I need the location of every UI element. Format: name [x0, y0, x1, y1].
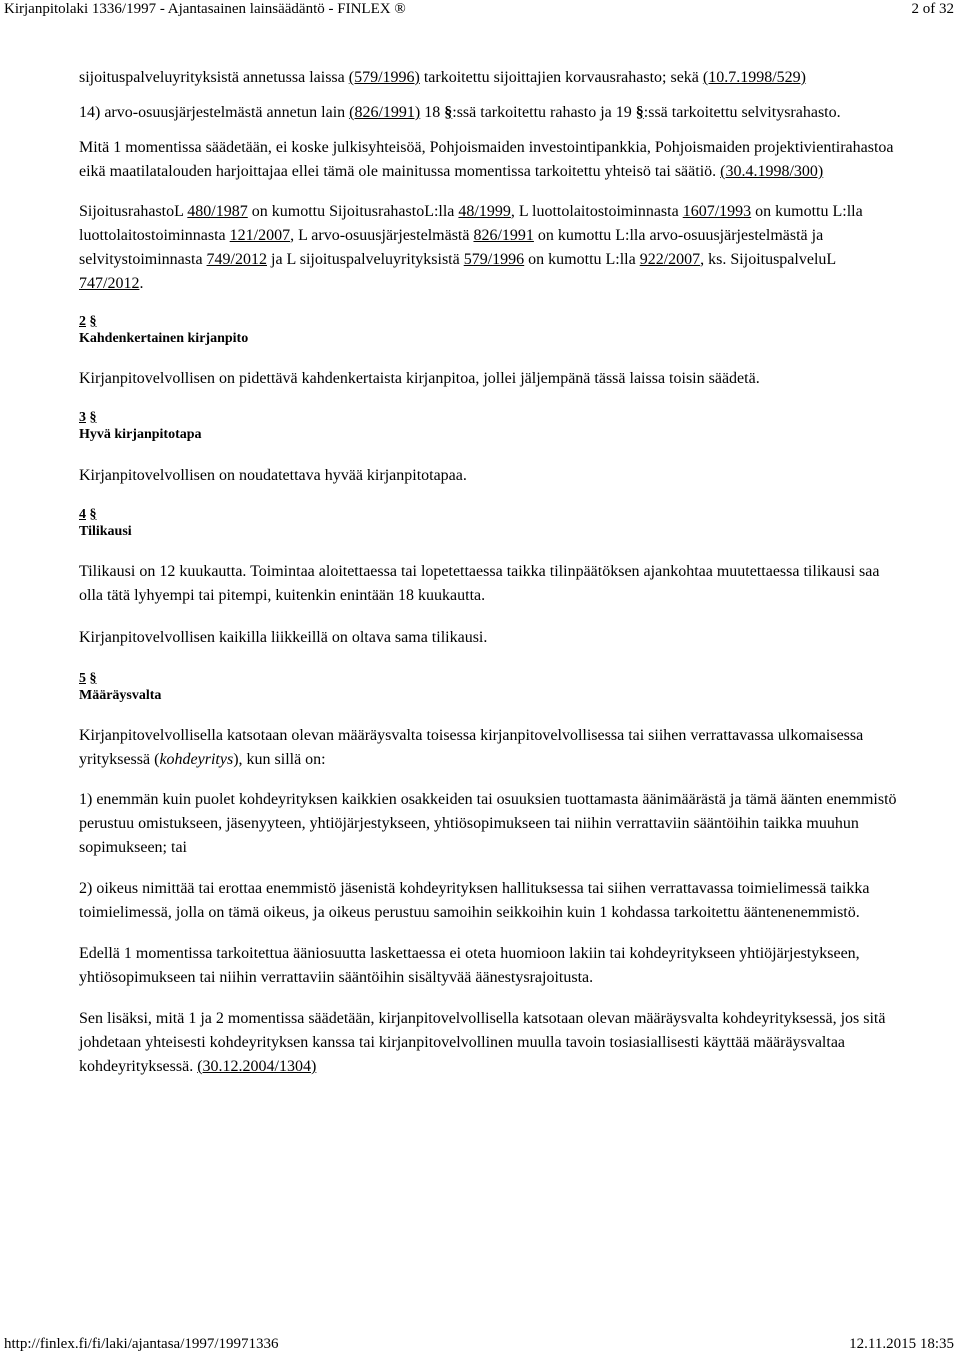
law-link[interactable]: 747/2012	[79, 275, 140, 292]
print-timestamp: 12.11.2015 18:35	[849, 1336, 954, 1352]
law-link[interactable]: 749/2012	[206, 251, 267, 268]
law-link[interactable]: 48/1999	[458, 203, 511, 220]
section-5-paragraph-1: Kirjanpitovelvollisella katsotaan olevan määräysvalta toisessa kirjanpitovelvollisessa tai siihen verrattavassa ulkomaisessa yrityksessä (kohdeyritys), kun sillä on:	[79, 727, 864, 768]
law-link[interactable]: 1607/1993	[682, 203, 752, 220]
section-4-paragraph-2: Kirjanpitovelvollisen kaikilla liikkeillä on oltava sama tilikausi.	[79, 629, 488, 646]
law-link[interactable]: 480/1987	[187, 203, 248, 220]
law-link[interactable]: (826/1991)	[349, 104, 421, 121]
amendment-link[interactable]: (30.12.2004/1304)	[197, 1058, 317, 1075]
section-title: Tilikausi	[79, 524, 132, 539]
section-symbol-link[interactable]: §	[635, 104, 644, 121]
section-number-link[interactable]: 5	[79, 671, 86, 686]
section-heading-3	[79, 409, 899, 443]
paragraph-exemptions: Mitä 1 momentissa säädetään, ei koske julkisyhteisöä, Pohjoismaiden investointipankkia, Pohjoismaiden projektivientirahastoa eikä maatilatalouden harjoittajaa ellei tämä ole mainitussa momentissa tarkoitettu yhteisö tai säätiö. (30.4.1998/300)	[79, 139, 894, 180]
section-title: Hyvä kirjanpitotapa	[79, 427, 202, 442]
law-link[interactable]: 121/2007	[229, 227, 291, 244]
section-number-link[interactable]: 3	[79, 410, 86, 425]
law-link[interactable]: (579/1996)	[348, 69, 420, 86]
defined-term: kohdeyritys	[159, 751, 234, 768]
amendment-link[interactable]: (30.4.1998/300)	[720, 163, 824, 180]
law-link[interactable]: 922/2007	[639, 251, 701, 268]
section-5-item-2: 2) oikeus nimittää tai erottaa enemmistö jäsenistä kohdeyrityksen hallituksessa tai siihen verrattavassa toimielimessä taikka toimielimessä, jolla on tämä oikeus, ja oikeus perustuu samoihin seikkoihin kuin 1 kohdassa tarkoitettu ääntenenemmistö.	[79, 880, 870, 921]
law-link[interactable]: 826/1991	[473, 227, 534, 244]
section-heading-4	[79, 506, 899, 540]
section-5-paragraph-3: Sen lisäksi, mitä 1 ja 2 momentissa säädetään, kirjanpitovelvollisella katsotaan olevan määräysvalta kohdeyrityksessä, jos sitä johdetaan yhteisesti kohdeyrityksen kanssa tai kirjanpitovelvollinen muulla tavoin tosiasiallisesti käyttää määräysvaltaa kohdeyrityksessä. (30.12.2004/1304)	[79, 1010, 886, 1075]
section-number-link[interactable]: 2	[79, 314, 86, 329]
section-3-paragraph: Kirjanpitovelvollisen on noudatettava hyvää kirjanpitotapaa.	[79, 467, 467, 484]
section-symbol-link[interactable]: §	[89, 671, 97, 686]
section-title: Määräysvalta	[79, 688, 162, 703]
section-symbol-link[interactable]: §	[444, 104, 453, 121]
section-heading-5	[79, 670, 899, 704]
page-number: 2 of 32	[911, 1, 954, 17]
paragraph-item13-cont: sijoituspalveluyrityksistä annetussa laissa (579/1996) tarkoitettu sijoittajien korvausrahasto; sekä (10.7.1998/529)	[79, 69, 807, 86]
page-title: Kirjanpitolaki 1336/1997 - Ajantasainen lainsäädäntö - FINLEX ®	[4, 1, 406, 17]
section-5-item-1: 1) enemmän kuin puolet kohdeyrityksen kaikkien osakkeiden tai osuuksien tuottamasta äänimäärästä ja tämä äänten enemmistö perustuu omistukseen, jäsenyyteen, yhtiöjärjestykseen, yhtiösopimukseen tai niihin verrattaviin sääntöihin taikka muuhun sopimukseen; tai	[79, 791, 897, 856]
law-content	[79, 66, 899, 1079]
section-4-paragraph-1: Tilikausi on 12 kuukautta. Toimintaa aloitettaessa tai lopetettaessa taikka tilinpäätöksen ajankohtaa muutettaessa tilikausi saa olla tätä lyhyempi tai pitempi, kuitenkin enintään 18 kuukautta.	[79, 563, 880, 604]
section-5-paragraph-2: Edellä 1 momentissa tarkoitettua ääniosuutta laskettaessa ei oteta huomioon lakiin tai kohdeyritykseen yhtiöjärjestykseen, yhtiösopimukseen tai niihin verrattaviin sääntöihin sisältyvää äänestysrajoitusta.	[79, 945, 860, 986]
section-number-link[interactable]: 4	[79, 507, 86, 522]
section-title: Kahdenkertainen kirjanpito	[79, 331, 249, 346]
amendment-link[interactable]: (10.7.1998/529)	[702, 69, 807, 86]
section-symbol-link[interactable]: §	[89, 410, 97, 425]
section-symbol-link[interactable]: §	[89, 507, 97, 522]
section-2-paragraph: Kirjanpitovelvollisen on pidettävä kahdenkertaista kirjanpitoa, jollei jäljempänä tässä laissa toisin säädetä.	[79, 370, 760, 387]
page-url: http://finlex.fi/fi/laki/ajantasa/1997/19971336	[4, 1336, 279, 1352]
law-link[interactable]: 579/1996	[463, 251, 525, 268]
section-symbol-link[interactable]: §	[89, 314, 97, 329]
paragraph-repeal-note: SijoitusrahastoL 480/1987 on kumottu SijoitusrahastoL:lla 48/1999, L luottolaitostoiminnasta 1607/1993 on kumottu L:lla luottolaitostoiminnasta 121/2007, L arvo-osuusjärjestelmästä 826/1991 on kumottu L:lla arvo-osuusjärjestelmästä ja selvitystoiminnasta 749/2012 ja L sijoituspalveluyrityksistä 579/1996 on kumottu L:lla 922/2007, ks. SijoituspalveluL 747/2012.	[79, 203, 863, 292]
section-heading-2	[79, 313, 899, 347]
paragraph-item14: 14) arvo-osuusjärjestelmästä annetun lain (826/1991) 18 §:ssä tarkoitettu rahasto ja 19 §:ssä tarkoitettu selvitysrahasto.	[79, 104, 841, 121]
